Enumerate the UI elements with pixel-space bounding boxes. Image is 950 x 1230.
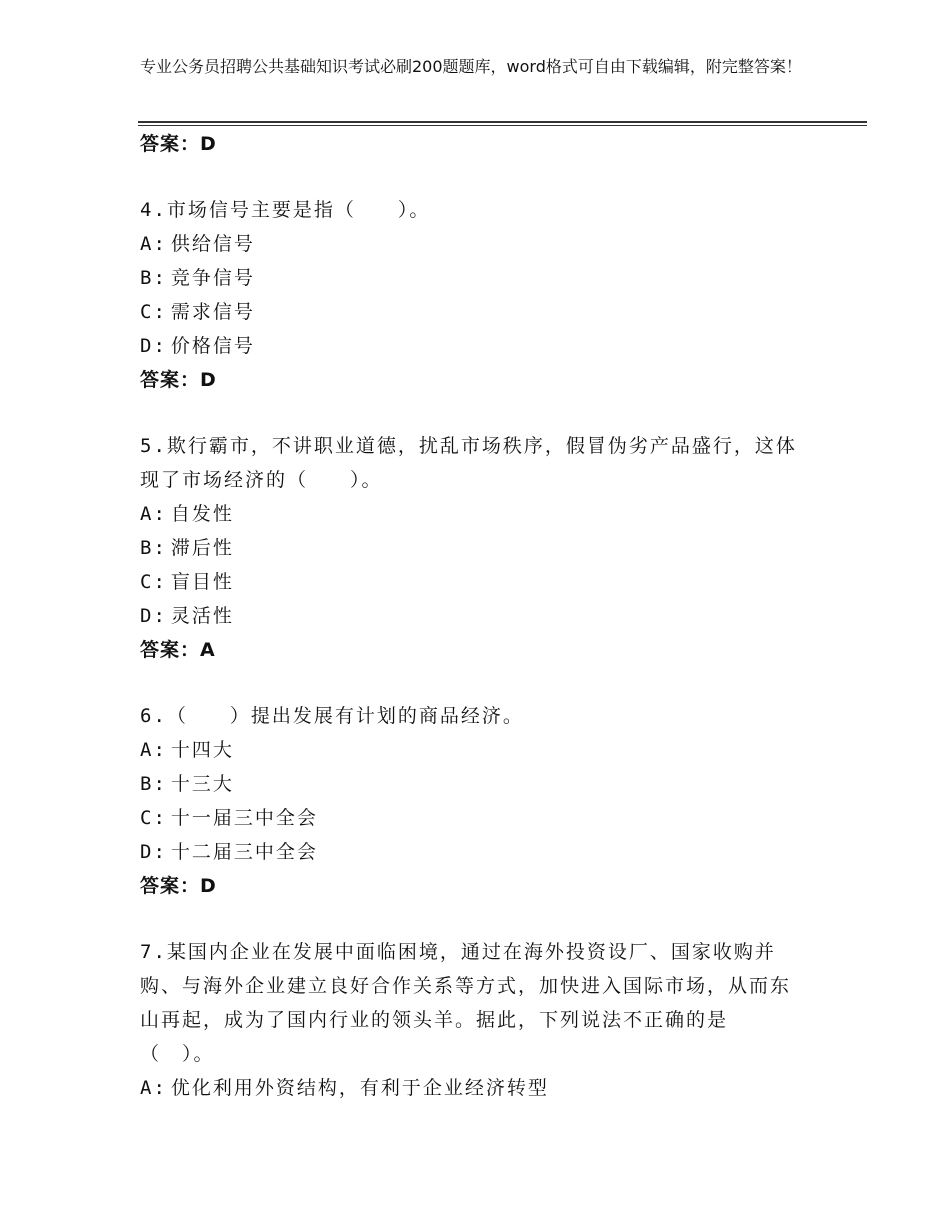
option-text: 竞争信号 [170, 267, 255, 289]
option-text: 滞后性 [170, 537, 234, 559]
option-text: 灵活性 [170, 605, 234, 627]
question-stem: 5.欺行霸市，不讲职业道德，扰乱市场秩序，假冒伪劣产品盛行，这体现了市场经济的（ ）。 [140, 435, 797, 491]
option-d [140, 599, 800, 633]
option-text: 供给信号 [170, 233, 255, 255]
option-d [140, 329, 800, 363]
option-text: 十四大 [170, 739, 234, 761]
question-6 [140, 699, 800, 903]
option-a [140, 497, 800, 531]
answer-line: 答案：D [140, 133, 217, 155]
option-text: 价格信号 [170, 335, 255, 357]
option-d [140, 835, 800, 869]
option-key: A: [140, 1077, 167, 1099]
option-text: 十三大 [170, 773, 234, 795]
question-stem: 6.（ ）提出发展有计划的商品经济。 [140, 705, 524, 727]
question-stem: 7.某国内企业在发展中面临困境，通过在海外投资设厂、国家收购并购、与海外企业建立良好合作关系等方式，加快进入国际市场，从而东山再起，成为了国内行业的领头羊。据此，下列说法不正确的是（ ）。 [140, 941, 792, 1065]
option-a [140, 733, 800, 767]
option-text: 十一届三中全会 [170, 807, 318, 829]
question-5 [140, 429, 800, 667]
option-b [140, 531, 800, 565]
option-a [140, 227, 800, 261]
header-divider-thin [138, 125, 867, 126]
option-text: 自发性 [170, 503, 234, 525]
option-c [140, 801, 800, 835]
option-a [140, 1071, 800, 1105]
document-content [140, 127, 800, 1105]
option-b [140, 261, 800, 295]
option-key: D: [140, 335, 167, 357]
option-key: B: [140, 537, 167, 559]
option-key: C: [140, 571, 167, 593]
option-key: A: [140, 503, 167, 525]
question-7 [140, 935, 800, 1105]
option-key: D: [140, 841, 167, 863]
option-key: C: [140, 301, 167, 323]
option-text: 需求信号 [170, 301, 255, 323]
option-b [140, 767, 800, 801]
option-c [140, 295, 800, 329]
option-text: 盲目性 [170, 571, 234, 593]
header-divider-thick [138, 121, 867, 123]
question-stem: 4.市场信号主要是指（ ）。 [140, 199, 431, 221]
option-text: 十二届三中全会 [170, 841, 318, 863]
option-c [140, 565, 800, 599]
answer-line: 答案：A [140, 639, 216, 661]
option-key: A: [140, 739, 167, 761]
answer-line: 答案：D [140, 369, 217, 391]
option-key: A: [140, 233, 167, 255]
option-key: D: [140, 605, 167, 627]
option-key: B: [140, 773, 167, 795]
page-header: 专业公务员招聘公共基础知识考试必刷200题题库，word格式可自由下载编辑，附完整答案！ [140, 57, 802, 76]
answer-line: 答案：D [140, 875, 217, 897]
option-text: 优化利用外资结构，有利于企业经济转型 [170, 1077, 549, 1099]
option-key: C: [140, 807, 167, 829]
question-4 [140, 193, 800, 397]
option-key: B: [140, 267, 167, 289]
